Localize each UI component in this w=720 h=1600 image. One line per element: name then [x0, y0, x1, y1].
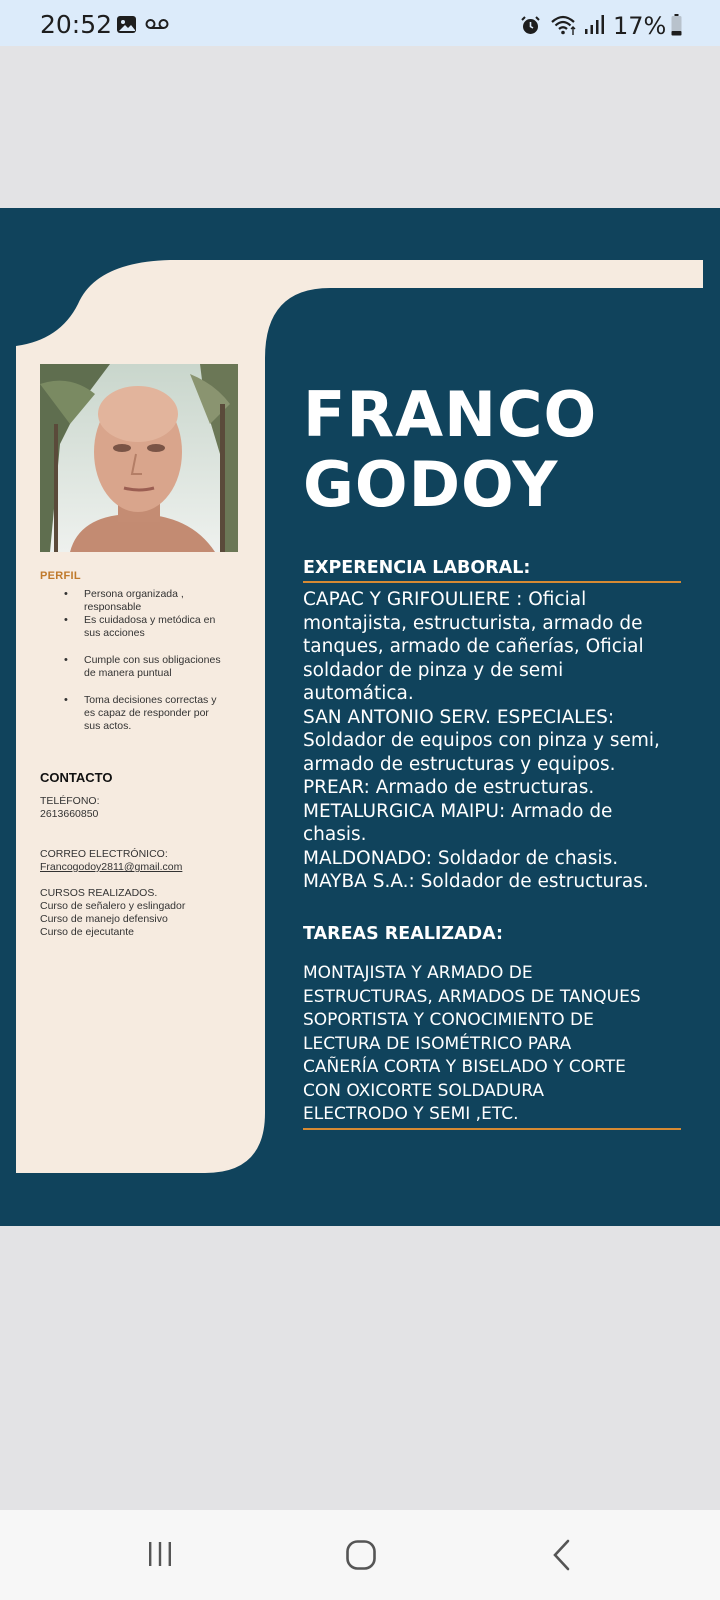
perfil-item [40, 614, 250, 640]
experiencia-line: PREAR: Armado de estructuras. [303, 777, 595, 798]
tareas-line: ELECTRODO Y SEMI ,ETC. [303, 1104, 519, 1124]
tareas-line: CAÑERÍA CORTA Y BISELADO Y CORTE [303, 1057, 626, 1077]
perfil-line: es capaz de responder por [84, 707, 209, 719]
perfil-line: sus actos. [84, 720, 132, 732]
phone-label: TELÉFONO: [40, 795, 100, 807]
last-name: GODOY [303, 448, 559, 521]
experiencia-line: tanques, armado de cañerías, Oficial [303, 636, 644, 657]
perfil-item [40, 654, 250, 680]
course-item: Curso de ejecutante [40, 926, 134, 938]
wifi-icon [550, 13, 578, 37]
experiencia-line: METALURGICA MAIPU: Armado de [303, 800, 613, 822]
battery-icon [671, 14, 682, 36]
gallery-icon [116, 15, 137, 34]
experiencia-line: CAPAC Y GRIFOULIERE : Oficial [303, 589, 587, 610]
signal-icon [584, 15, 606, 35]
tareas-line: CON OXICORTE SOLDADURA [303, 1080, 545, 1101]
experiencia-heading: EXPERENCIA LABORAL: [303, 558, 531, 578]
navigation-bar [0, 1510, 720, 1600]
section-divider [303, 581, 681, 583]
experiencia-line: SAN ANTONIO SERV. ESPECIALES: [303, 706, 615, 728]
perfil-line: Cumple con sus obligaciones [84, 654, 221, 666]
perfil-line: responsable [84, 601, 142, 613]
battery-percent: 17% [613, 12, 667, 40]
profile-photo [40, 364, 238, 552]
experiencia-line: montajista, estructurista, armado de [303, 612, 643, 634]
perfil-list [40, 588, 250, 733]
perfil-line: sus acciones [84, 627, 145, 639]
experiencia-line: MALDONADO: Soldador de chasis. [303, 847, 619, 869]
course-item: Curso de manejo defensivo [40, 913, 168, 925]
section-divider [303, 1128, 681, 1130]
status-bar [0, 0, 720, 46]
experiencia-line: Soldador de equipos con pinza y semi, [303, 730, 660, 751]
tareas-line: LECTURA DE ISOMÉTRICO PARA [303, 1033, 572, 1054]
tareas-line: MONTAJISTA Y ARMADO DE [303, 963, 533, 983]
perfil-item [40, 588, 250, 614]
phone-value: 2613660850 [40, 808, 99, 820]
email-link[interactable]: Francogodoy2811@gmail.com [40, 861, 183, 873]
contacto-heading: CONTACTO [40, 770, 113, 785]
home-icon[interactable] [345, 1539, 377, 1571]
status-time: 20:52 [40, 10, 113, 39]
perfil-line: Persona organizada , [84, 588, 184, 600]
perfil-line: Es cuidadosa y metódica en [84, 614, 216, 626]
tareas-lines [303, 962, 641, 1127]
tareas-line: ESTRUCTURAS, ARMADOS DE TANQUES [303, 986, 641, 1007]
experiencia-line: MAYBA S.A.: Soldador de estructuras. [303, 871, 649, 892]
experiencia-line: soldador de pinza y de semi [303, 659, 564, 681]
resume-document[interactable] [0, 208, 720, 1226]
recent-apps-icon[interactable] [146, 1540, 174, 1568]
course-item: Curso de señalero y eslingador [40, 900, 186, 912]
back-icon[interactable] [552, 1539, 572, 1571]
perfil-item [40, 694, 250, 733]
experiencia-line: armado de estructuras y equipos. [303, 753, 616, 775]
email-label: CORREO ELECTRÓNICO: [40, 848, 168, 860]
tareas-line: SOPORTISTA Y CONOCIMIENTO DE [303, 1010, 594, 1030]
perfil-line: Toma decisiones correctas y [84, 694, 217, 706]
courses-label: CURSOS REALIZADOS. [40, 887, 158, 899]
experiencia-lines [303, 588, 660, 894]
voicemail-icon [145, 18, 169, 30]
experiencia-line: chasis. [303, 824, 367, 845]
alarm-icon [520, 15, 541, 36]
first-name: FRANCO [303, 378, 598, 451]
tareas-heading: TAREAS REALIZADA: [303, 924, 504, 944]
experiencia-line: automática. [303, 683, 414, 704]
perfil-line: de manera puntual [84, 667, 172, 679]
perfil-heading: PERFIL [40, 570, 81, 582]
